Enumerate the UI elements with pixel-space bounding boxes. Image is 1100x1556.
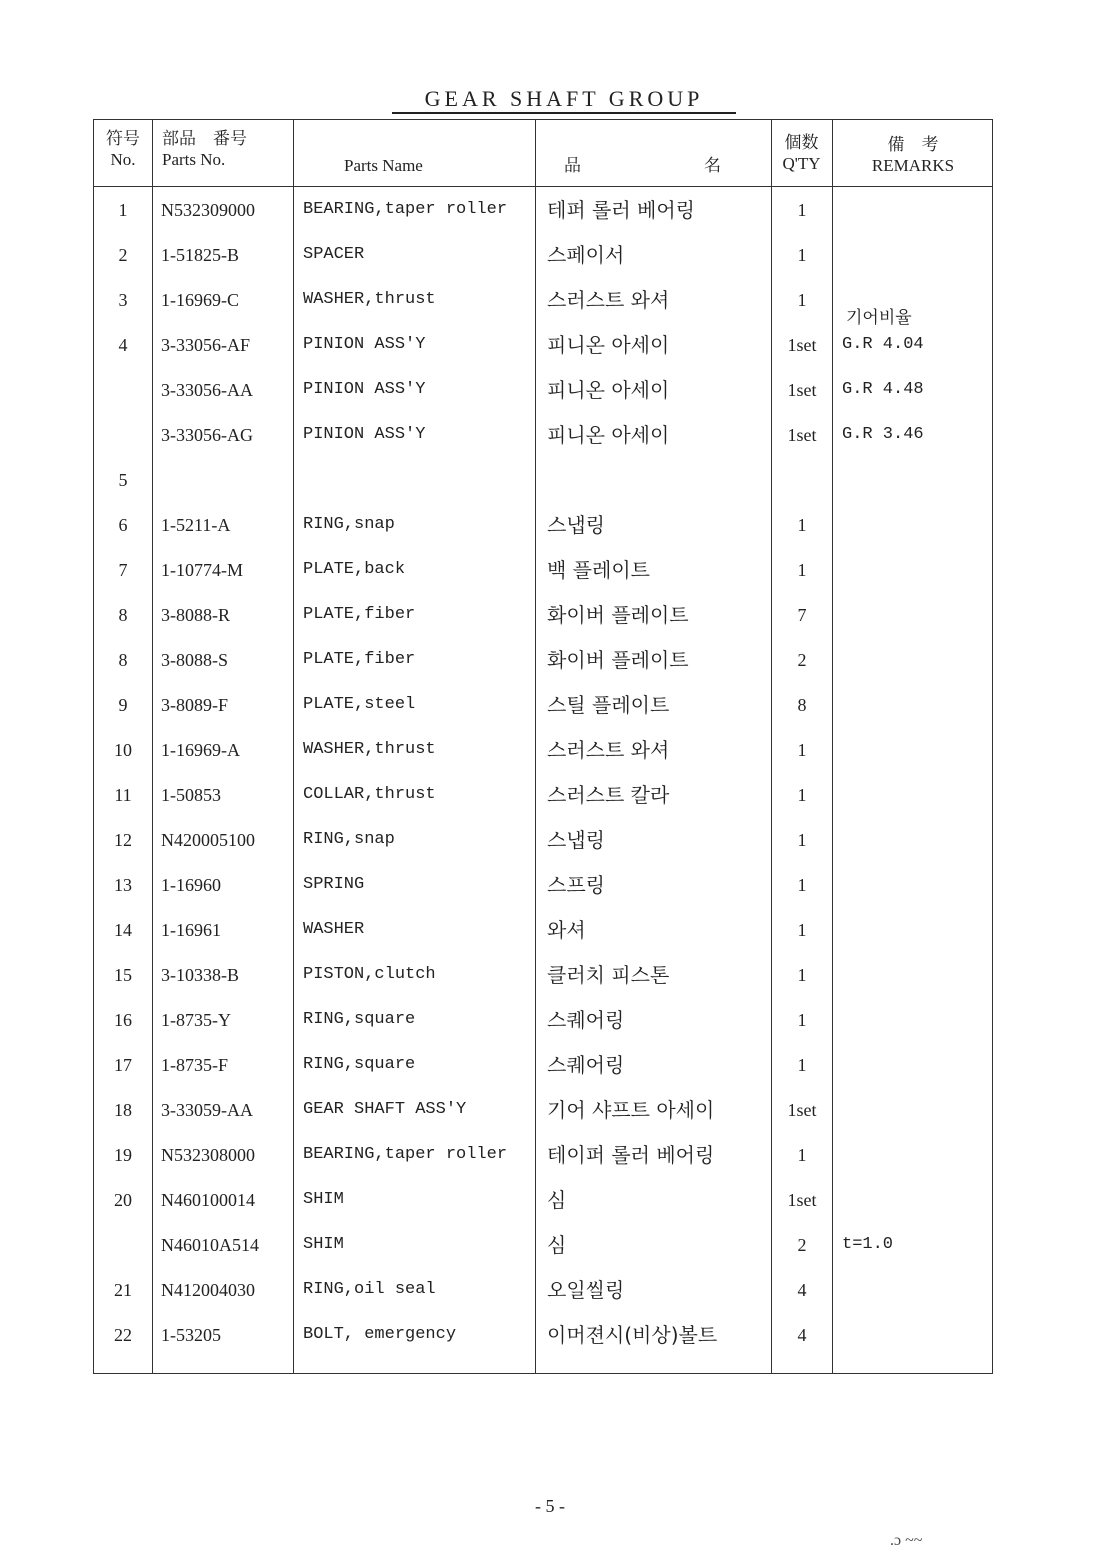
- row-no: 8: [118, 605, 128, 625]
- part-name-korean: 심: [547, 1233, 567, 1257]
- remarks: [842, 1320, 992, 1350]
- quantity: 8: [797, 695, 807, 715]
- table-row: [94, 465, 994, 510]
- header-qty-en: Q'TY: [782, 154, 821, 173]
- part-name: WASHER,thrust: [303, 290, 436, 309]
- parts-table: [93, 119, 993, 1374]
- remarks: [842, 1140, 992, 1170]
- header-no: [94, 128, 152, 170]
- part-name-korean: 피니온 아세이: [547, 378, 670, 402]
- part-name: SPRING: [303, 875, 365, 894]
- quantity: 1set: [787, 425, 817, 445]
- quantity: 1: [797, 560, 807, 580]
- part-number: 3-8088-S: [161, 650, 228, 670]
- part-name-korean: 피니온 아세이: [547, 423, 670, 447]
- row-no: 20: [114, 1190, 132, 1210]
- part-name: COLLAR,thrust: [303, 785, 436, 804]
- part-name: SHIM: [303, 1235, 344, 1254]
- part-name: SPACER: [303, 245, 365, 264]
- quantity: 1: [797, 1010, 807, 1030]
- page-title: GEAR SHAFT GROUP: [392, 86, 736, 114]
- table-row: [94, 1005, 994, 1050]
- table-row: [94, 645, 994, 690]
- header-divider: [94, 186, 992, 187]
- part-number: 3-8089-F: [161, 695, 228, 715]
- page-number: - 5 -: [535, 1496, 565, 1516]
- quantity: 1: [797, 965, 807, 985]
- part-name-korean: 피니온 아세이: [547, 333, 670, 357]
- row-no: 5: [118, 470, 128, 490]
- table-row: [94, 825, 994, 870]
- part-number: 3-33059-AA: [161, 1100, 253, 1120]
- header-no-ja: 符号: [106, 129, 140, 148]
- table-row: [94, 195, 994, 240]
- remarks: [842, 600, 992, 630]
- part-name: RING,oil seal: [303, 1280, 436, 1299]
- table-row: [94, 600, 994, 645]
- table-row: [94, 510, 994, 555]
- part-name: PINION ASS'Y: [303, 335, 426, 354]
- part-name-korean: 클러치 피스톤: [547, 963, 670, 987]
- row-no: 4: [118, 335, 128, 355]
- quantity: 1set: [787, 1190, 817, 1210]
- row-no: 6: [118, 515, 128, 535]
- row-no: [94, 420, 152, 450]
- part-number: N532308000: [161, 1145, 255, 1165]
- remarks: [842, 870, 992, 900]
- part-name: RING,square: [303, 1055, 416, 1074]
- remarks: [842, 1095, 992, 1125]
- table-row: [94, 1320, 994, 1365]
- part-name-korean: 스러스트 와셔: [547, 738, 670, 762]
- header-no-en: No.: [110, 150, 136, 169]
- row-no: 16: [114, 1010, 132, 1030]
- part-number: 1-16969-C: [161, 290, 239, 310]
- part-name-korean: 심: [547, 1188, 567, 1212]
- part-name: BEARING,taper roller: [303, 1145, 508, 1164]
- part-number: 3-33056-AA: [161, 380, 253, 400]
- quantity: 1: [797, 830, 807, 850]
- part-name-korean: 스프링: [547, 873, 605, 897]
- row-no: 2: [118, 245, 128, 265]
- part-name: PLATE,fiber: [303, 650, 416, 669]
- header-parts-no-en: Parts No.: [162, 150, 226, 169]
- row-no: 7: [118, 560, 128, 580]
- header-parts-name-ja-1: 品: [564, 156, 581, 175]
- part-name: BOLT, emergency: [303, 1325, 457, 1344]
- quantity: 1: [797, 290, 807, 310]
- part-number: 1-50853: [161, 785, 221, 805]
- remarks: [842, 960, 992, 990]
- table-row: [94, 735, 994, 780]
- part-number: 1-53205: [161, 1325, 221, 1345]
- part-number: N46010A514: [161, 1235, 259, 1255]
- row-no: 8: [118, 650, 128, 670]
- part-number: 1-8735-Y: [161, 1010, 231, 1030]
- part-name-korean: 와셔: [547, 918, 586, 942]
- table-row: [94, 555, 994, 600]
- remarks: G.R 4.04: [842, 335, 924, 354]
- part-name: PINION ASS'Y: [303, 380, 426, 399]
- remarks: [842, 1185, 992, 1215]
- table-row: [94, 1230, 994, 1275]
- quantity: 4: [797, 1280, 807, 1300]
- part-name: PLATE,fiber: [303, 605, 416, 624]
- footer-mark: .ɔ ~~: [890, 1532, 923, 1549]
- part-name: GEAR SHAFT ASS'Y: [303, 1100, 467, 1119]
- quantity: 1: [797, 1145, 807, 1165]
- table-row: [94, 1140, 994, 1185]
- part-number: 1-16969-A: [161, 740, 240, 760]
- quantity: 1: [797, 1055, 807, 1075]
- part-name-korean: 스퀘어링: [547, 1053, 625, 1077]
- part-number: 3-33056-AF: [161, 335, 250, 355]
- row-no: 14: [114, 920, 132, 940]
- quantity: 1set: [787, 335, 817, 355]
- part-number: N420005100: [161, 830, 255, 850]
- part-name-korean: 스러스트 칼라: [547, 783, 670, 807]
- part-name-korean: 기어 샤프트 아세이: [547, 1098, 715, 1122]
- header-parts-name-ja-2: 名: [704, 156, 721, 175]
- remarks: G.R 3.46: [842, 425, 924, 444]
- quantity: 1set: [787, 380, 817, 400]
- row-no: 21: [114, 1280, 132, 1300]
- row-no: 13: [114, 875, 132, 895]
- part-name: [303, 465, 535, 495]
- quantity: 1: [797, 920, 807, 940]
- part-number: 1-8735-F: [161, 1055, 228, 1075]
- part-number: 3-10338-B: [161, 965, 239, 985]
- remarks: [842, 735, 992, 765]
- table-row: [94, 870, 994, 915]
- table-row: [94, 1275, 994, 1320]
- part-name-korean: 스러스트 와셔: [547, 288, 670, 312]
- remarks: [842, 1275, 992, 1305]
- part-number: N532309000: [161, 200, 255, 220]
- table-row: [94, 375, 994, 420]
- part-name: PISTON,clutch: [303, 965, 436, 984]
- table-row: [94, 420, 994, 465]
- table-row: [94, 240, 994, 285]
- part-name-korean: [547, 465, 767, 495]
- quantity: 1: [797, 200, 807, 220]
- remarks: [842, 645, 992, 675]
- row-no: [94, 1230, 152, 1260]
- part-name-korean: 테이퍼 롤러 베어링: [547, 1143, 715, 1167]
- part-name-korean: 스냅링: [547, 513, 605, 537]
- part-name: RING,snap: [303, 830, 395, 849]
- header-qty-ja: 個数: [784, 133, 819, 152]
- row-no: 17: [114, 1055, 132, 1075]
- part-number: 1-5211-A: [161, 515, 231, 535]
- row-no: 11: [114, 785, 132, 805]
- part-number: N412004030: [161, 1280, 255, 1300]
- quantity: 7: [797, 605, 807, 625]
- remarks: [842, 240, 992, 270]
- part-number: 3-8088-R: [161, 605, 230, 625]
- remarks: [842, 780, 992, 810]
- quantity: 1: [797, 245, 807, 265]
- remarks: [842, 555, 992, 585]
- part-name-korean: 스틸 플레이트: [547, 693, 670, 717]
- part-number: 3-33056-AG: [161, 425, 253, 445]
- remarks: [842, 1050, 992, 1080]
- quantity: 2: [797, 650, 807, 670]
- remarks: [842, 510, 992, 540]
- part-name-korean: 오일씰링: [547, 1278, 625, 1302]
- table-row: [94, 690, 994, 735]
- part-name-korean: 스퀘어링: [547, 1008, 625, 1032]
- table-row: [94, 285, 994, 330]
- remarks: t=1.0: [842, 1235, 894, 1254]
- quantity: 1: [797, 740, 807, 760]
- part-name: RING,square: [303, 1010, 416, 1029]
- remarks: [842, 690, 992, 720]
- part-name: BEARING,taper roller: [303, 200, 508, 219]
- quantity: 1set: [787, 1100, 817, 1120]
- part-name-korean: 테퍼 롤러 베어링: [547, 198, 695, 222]
- part-name: PINION ASS'Y: [303, 425, 426, 444]
- part-number: 1-16960: [161, 875, 221, 895]
- table-row: [94, 1185, 994, 1230]
- quantity: 1: [797, 875, 807, 895]
- remarks: [842, 465, 992, 495]
- quantity: 1: [797, 785, 807, 805]
- quantity: 4: [797, 1325, 807, 1345]
- table-row: [94, 1050, 994, 1095]
- row-no: 15: [114, 965, 132, 985]
- header-parts-no: [162, 128, 247, 170]
- part-name: RING,snap: [303, 515, 395, 534]
- row-no: 12: [114, 830, 132, 850]
- part-number: N460100014: [161, 1190, 255, 1210]
- part-name: WASHER,thrust: [303, 740, 436, 759]
- part-name-korean: 스페이서: [547, 243, 625, 267]
- header-parts-no-ja: 部品 番号: [162, 129, 247, 148]
- header-remarks-en: REMARKS: [871, 156, 955, 175]
- remarks: [842, 285, 992, 315]
- part-name-korean: 화이버 플레이트: [547, 648, 689, 672]
- part-name-korean: 이머젼시(비상)볼트: [547, 1323, 718, 1347]
- part-number: 1-51825-B: [161, 245, 239, 265]
- part-number: 1-10774-M: [161, 560, 243, 580]
- row-no: 10: [114, 740, 132, 760]
- part-name-korean: 백 플레이트: [547, 558, 650, 582]
- table-row: [94, 330, 994, 375]
- header-parts-name-en: Parts Name: [344, 156, 423, 175]
- row-no: 1: [118, 200, 128, 220]
- part-name: WASHER: [303, 920, 365, 939]
- table-row: [94, 960, 994, 1005]
- remarks: [842, 1005, 992, 1035]
- row-no: [94, 375, 152, 405]
- gear-ratio-note: 기어비율: [846, 308, 912, 328]
- quantity: 1: [797, 515, 807, 535]
- remarks: [842, 195, 992, 225]
- part-name: PLATE,steel: [303, 695, 416, 714]
- row-no: 18: [114, 1100, 132, 1120]
- quantity: [772, 465, 832, 495]
- part-name: PLATE,back: [303, 560, 406, 579]
- remarks: [842, 825, 992, 855]
- row-no: 3: [118, 290, 128, 310]
- part-name-korean: 스냅링: [547, 828, 605, 852]
- part-name-korean: 화이버 플레이트: [547, 603, 689, 627]
- header-remarks: [832, 134, 994, 176]
- part-number: [161, 465, 291, 495]
- table-row: [94, 1095, 994, 1140]
- table-row: [94, 915, 994, 960]
- row-no: 19: [114, 1145, 132, 1165]
- table-row: [94, 780, 994, 825]
- remarks: G.R 4.48: [842, 380, 924, 399]
- quantity: 2: [797, 1235, 807, 1255]
- header-remarks-ja: 備 考: [887, 135, 939, 154]
- row-no: 9: [118, 695, 128, 715]
- remarks: [842, 915, 992, 945]
- part-number: 1-16961: [161, 920, 221, 940]
- header-qty: [771, 132, 832, 174]
- part-name: SHIM: [303, 1190, 344, 1209]
- row-no: 22: [114, 1325, 132, 1345]
